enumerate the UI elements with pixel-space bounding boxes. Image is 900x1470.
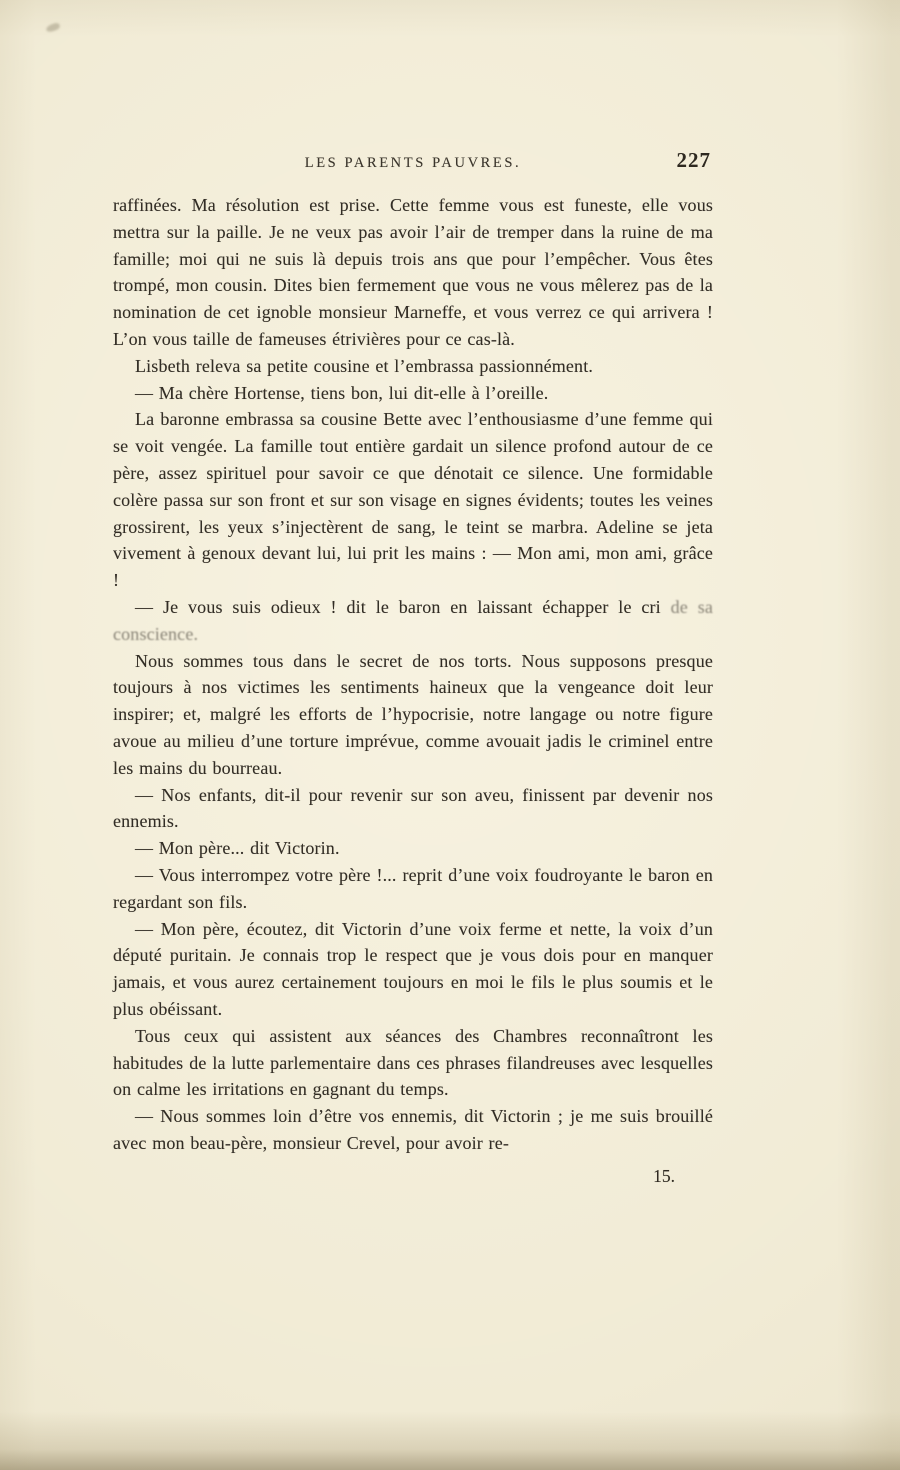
running-title: LES PARENTS PAUVRES. [304, 155, 522, 171]
paragraph: — Mon père... dit Victorin. [135, 838, 340, 859]
paragraph: — Ma chère Hortense, tiens bon, lui dit-elle à l’oreille. [135, 382, 549, 403]
smudged-text: de sa conscience. [113, 596, 714, 644]
paragraph: — Mon père, écoutez, dit Victorin d’une voix ferme et nette, la voix d’un député puritain. Je connais trop le respect que je vous dois pour en manquer jamais, et vous aurez certainement toujours en moi le fils le plus soumis et le plus obéissant. [113, 918, 713, 1019]
paragraph: Tous ceux qui assistent aux séances des Chambres reconnaîtront les habitudes de la lutte parlementaire dans ces phrases filandreuses avec lesquelles on calme les irritations en gagnant du temps. [113, 1025, 713, 1100]
page-content [113, 150, 713, 1187]
paragraph: Lisbeth releva sa petite cousine et l’embrassa passionnément. [135, 355, 594, 376]
paragraph: raffinées. Ma résolution est prise. Cette femme vous est funeste, elle vous mettra sur la paille. Je ne veux pas avoir l’air de tremper dans la ruine de ma famille; moi qui ne suis là depuis trois ans que pour l’empêcher. Vous êtes trompé, mon cousin. Dites bien fermement que vous ne vous mêlerez pas de la nomination de cet ignoble monsieur Marneffe, et vous verrez ce qui arrivera ! L’on vous taille de fameuses étrivières pour ce cas-là. [113, 195, 713, 349]
paper-speck [45, 22, 60, 33]
paragraph [113, 594, 713, 648]
page-number: 227 [676, 148, 711, 172]
paragraph: — Nous sommes loin d’être vos ennemis, dit Victorin ; je me suis brouillé avec mon beau-père, monsieur Crevel, pour avoir re- [113, 1106, 713, 1153]
signature-mark: 15. [653, 1165, 675, 1186]
paragraph: La baronne embrassa sa cousine Bette avec l’enthousiasme d’une femme qui se voit vengée. La famille tout entière gardait un silence profond autour de ce père, assez spirituel pour savoir ce que dénotait ce silence. Une formidable colère passa sur son front et sur son visage en signes évidents; toutes les veines grossirent, les yeux s’injectèrent de sang, le teint se marbra. Adeline se jeta vivement à genoux devant lui, lui prit les mains : — Mon ami, mon ami, grâce ! [113, 409, 713, 591]
paragraph: — Vous interrompez votre père !... reprit d’une voix foudroyante le baron en regardant son fils. [113, 864, 713, 912]
paragraph: Nous sommes tous dans le secret de nos torts. Nous supposons presque toujours à nos victimes les sentiments haineux que la vengeance doit leur inspirer; et, malgré les efforts de l’hypocrisie, notre langage ou notre figure avoue au milieu d’une torture imprévue, comme avouait jadis le criminel entre les mains du bourreau. [113, 650, 713, 778]
page-header [113, 150, 713, 174]
paragraph-text: — Je vous suis odieux ! dit le baron en laissant échapper le cri [135, 596, 661, 617]
paragraph: — Nos enfants, dit-il pour revenir sur son aveu, finissent par devenir nos ennemis. [113, 784, 713, 832]
text-block [113, 192, 713, 1157]
